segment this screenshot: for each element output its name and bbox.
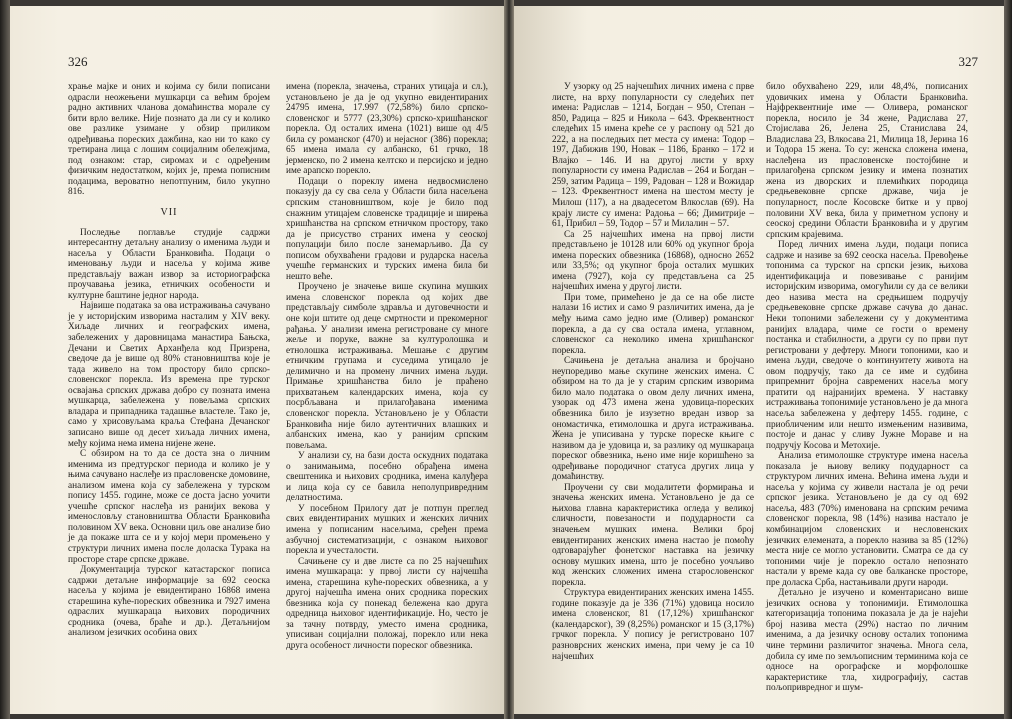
left-page-column-2 [286, 82, 488, 652]
paragraph: При томе, примећено је да се на обе листе налази 16 истих и само 9 различитих имена, да је међу њима само једно име (Оливер) романског порекла, а да су сва остала имена, углавном, словенског са неколико имена хришћанског порекла. [552, 292, 754, 356]
paragraph: У посебном Прилогу дат је потпун преглед свих евидентираних мушких и женских личних имена у пописаним насељима, сређен према азбучној систематизацији, с ознаком њиховог порекла и учесталости. [286, 503, 488, 557]
right-page-column-1 [552, 82, 754, 662]
paragraph: Проучени су сви модалитети формирања и значења женских имена. Установљено је да се њихова главна карактеристика огледа у великој сличности, повезаности и подударности са значењем мушких имена. Велики број евидентираних женских имена настао је помоћу одговарајућег фонетског наставка на језичку основу мушких имена, што је посебно уочљиво код женских сложених имена старословенског порекла. [552, 482, 754, 588]
book-edge-right [1004, 0, 1012, 719]
paragraph: храње мајке и оних и којима су били пописани одрасли неожењени мушкарци са већим бројем радно активних чланова домаћинства морале су бити врло велике. Није познато да ли су и колико ове разлике узимане у обзир приликом одређивања пореских дажбина, као ни то како су третирана лица с лошим социјалним обележјима, под ознаком: стар, сиромах и с одређеним физичким недостатком, којих је, према пописним подацима, вероватно непотпуним, било укупно 816. [68, 82, 270, 198]
paragraph: Структура евидентираних женских имена 1455. године показује да је 336 (71%) удовица носило имена словенског, 81 (17,12%) хришћанског (календарског), 39 (8,25%) романског и 15 (3,17%) грчког порекла. У попису је регистровано 107 разноврсних женских имена, при чему је са 10 најчешћих [552, 588, 754, 662]
paragraph: било обухваћено 229, или 48,4%, пописаних удовичких имена у Области Бранковића. Најфреквентније име — Оливера, романског порекла, носило је 34 жене, Радислава 27, Стојислава 26, Јелена 25, Станислава 24, Владислава 23, Влкосава 21, Милица 18, Јерина 16 и Тодора 15 жена. То су: женска сложена имена, наслеђена из прасловенске постојбине и прилагођена српском језику и имена познатих жена из дворских и племићких породица средњевековне српске државе, чија је популарност, после Косовске битке и у првој половини XV века, била у приметном успону и сеоској средини Области Бранковића и у другим српским крајевима. [766, 82, 968, 240]
paragraph: Са 25 најчешћих имена на првој листи представљено је 10128 или 60% од укупног броја имена пореских обвезника (16868), односно 2652 или 33,5%; од укупног броја осталих мушких имена (7927), која су представљена са 25 најчешћих имена у другој листи. [552, 229, 754, 293]
book-edge-left [0, 0, 10, 719]
paragraph: С обзиром на то да се доста зна о личним именима из предтурског периода и колико је у њима сачувано наслеђе из прасловенске домовине, анализом имена која су забележена у турском попису 1455. године, може се доста јасно уочити учешће српског наслеђа из ранијих векова у именословљу становништва Области Бранковића половином XV века. Основни циљ ове анализе био је да покаже шта се и у којој мери промењено у структури личних имена после доласка Турака на просторе старе српске државе. [68, 449, 271, 565]
paragraph: Сачињене су и две листе са по 25 најчешћих имена мушкараца: у првој листи су најчешћа имена, старешина куће-пореских обвезника, а у другој најчешћа имена оних сродника пореских бвезника која су понекад бележена као друга одредница њиховог идентификације. Но, често је за тачну потврду, уместо имена сродника, уписиван социјални положај, порекло или нека друга особеност личности пореског обвезника. [286, 556, 488, 651]
paragraph: Поред личних имена људи, подаци пописа садрже и називе за 692 сеоска насеља. Превођење топонима са турског на српски језик, њихова идентификација и повезивање с ранијим историјским изворима, омогућили су да се велики део назива места на средњишем подручју средњевековне српске државе сачува до данас. Неки топоними забележени су у документима ранијих владара, чиме се гости о времену постанка и стабилности, а други су по први пут регистровани у дефтеру. Многи топоними, као и имена људи, сведоче о континуитету живота на овом подручју, тако да се име и судбина припремнит бројна савремених насеља могу пратити од најранијих времена. У наставку истраживања топонимије установљено је да многа насеља забележена у дефтеру 1455. године, с приобличеним или нешто измењеним називима, постоје и данас у сливу Јужне Мораве и на подручју Косова и Метохије. [766, 240, 968, 451]
chapter-heading: VII [160, 207, 178, 219]
right-page-column-2 [766, 82, 968, 694]
paragraph: Подаци о пореклу имена недвосмислено показују да су сва села у Области била насељена српским становништвом, које је било под снажним утицајем словенске традиције и ширења хришћанства на српском етничком простору, тако да је присуство страних имена у сеоској популацији било после занемарљиво. Да су пописом обухваћени градови и рударска насеља учешће германских и турских имена била би нешто веће. [286, 176, 488, 282]
left-page [10, 6, 504, 714]
left-page-column-1 [68, 82, 270, 639]
left-page-number: 326 [68, 54, 88, 69]
book-gutter [504, 0, 514, 719]
paragraph: Проучено је значење више скупина мушких имена словенског порекла од којих две представљају симболе здравља и дуговечности и оне који штите од деце смртности и прекомерног рађања. У анализи имена регистроване су многе жеље и поруке, важне за културолошка и етнолошка истраживања. Мешање с другим етничким групама и суседима утицало је делимично и на промену личних имена људи. Примање хришћанства било је праћено прихватањем календарских имена, која су посрбљавана и прилагођавана именима словенског порекла. Установљено је у Области Бранковића није било аутентичних влашких и албанских имена, као у ранијим српским повељама. [286, 282, 488, 451]
paragraph: Последње поглавље студије садржи интересантну детаљну анализу о именима људи и насеља у Области Бранковића. Подаци о именовању људи и насеља у којима живе представљају важан извор за историографска проучавања језика, етничких особености и културне баштине једног народа. [68, 227, 270, 301]
paragraph: У узорку од 25 најчешћих личних имена с прве листе, на врху популарности су следећих пет имена: Радислав – 1214, Богдан – 950, Степан – 850, Радица – 825 и Никола – 643. Фреквентност следећих 15 имена креће се у распону од 521 до 222, а на последњих пет места су имена: Тодор – 197, Дабижив 190, Новак – 1186, Бранко – 172 и Влајко – 146. И на другој листи у врху популарности су имена Радислав – 264 и Богдан – 259, затим Радица – 199, Радован – 128 и Вожидар – 123. Фреквентност имена на шестом месту је Милош (117), а на двадесетом Влкослав (69). На крају листе су имена: Радоња – 66; Димитрије – 61, Прибил – 59, Тодор – 57 и Милалин – 57. [552, 82, 754, 230]
paragraph: Сачињена је детаљна анализа и бројчано неупоредиво мање скупине женских имена. С обзиром на то да је у старим српским изворима било мало података о овом делу личних имена, узорак од 473 имена жена удовица-пореских обвезника било је изузетно вредан извор за ономастичка, етимолошка и друга истраживања. Жена је уписивана у турске пореске књиге с називом да је удовица и, за разлику од мушкараца пореског обвезника, њено име није коришћено за одређивање породичног статуса других лица у домаћинству. [552, 356, 754, 483]
paragraph: У анализи су, на бази доста оскудних података о занимањима, посебно обрађена имена свештеника и њихових сродника, имена калуђера и лица која су се бавила неполупривредним делатностима. [286, 451, 488, 504]
right-page-number: 327 [958, 54, 978, 69]
paragraph: Документација турског катастарског пописа садржи детаљне информације за 692 сеоска насеља у којима је евидентирано 16868 имена старешина куће-пореских обвезника и 7927 имена одраслих мушкараца њихових породичних сродника (очева, браће и др.). Детаљнијом анализом језичких особина ових [68, 565, 270, 639]
paragraph: Анализа етимолошке структуре имена насеља показала је њиову велику подударност са структуром личних имена. Већина имена људи и насеља у којима су живели настала је од речи српског језика. Установљено је да су од 692 насеља, 483 (70%) именована на српским речима словенског порекла, 98 (14%) назива настало је комбинацијом словенских и несловенских језичких елемената, а порекло назива за 85 (12%) места није се могло установити. Сматра се да су топоними чије је порекло остало непознато настали у време када су ове балканске просторе, пре доласка Срба, настањивали други народи. [766, 451, 968, 588]
right-page [514, 6, 1004, 714]
paragraph: Детаљно је изучено и коментарисано више језичких основа у топонимији. Етимолошка категоризација топонима показала је да је најећи број назива места (29%) настао по личним именима, а да језичку основу осталих топонима чине термини различитог значења. Многа села, добила су име по земљописним терминима која се односе на орографске и морфолошке карактеристике тла, хидрографију, састав пољопривредног и шум- [766, 588, 968, 694]
paragraph: имена (порекла, значења, страних утицаја и сл.), установљено је да је од укупно евидентираних 24795 имена, 17.997 (72,58%) било српско-словенског и 5777 (23,30%) српско-хришћанског порекла. Од осталих имена (1021) више од 4/5 била су романског (470) и нејасног (386) порекла; 65 имена имала су албанско, 61 грчко, 18 јерменско, по 2 имена келтско и персијско и једно име арапско порекло. [286, 82, 488, 177]
paragraph: Највише података за ова истраживања сачувано је у историјским изворима насталим у XIV веку. Хиљаде личних и географских имена, забележених у даровницама манастира Бањска, Дечани и Светих Арханђела код Призрена, сведоче да је више од 80% становништва које је тада живело на том простору било српско-словенског порекла. Из времена пре турског освајања српских држава добро су позната имена мушкарца, забележена у повељама српских владара и припадника тадашње властеле. Тако је, само у хрисовуљама краља Стефана Дечанског записано више од десет хиљада личних имена, међу којима нема имена нијене жене. [68, 301, 270, 449]
